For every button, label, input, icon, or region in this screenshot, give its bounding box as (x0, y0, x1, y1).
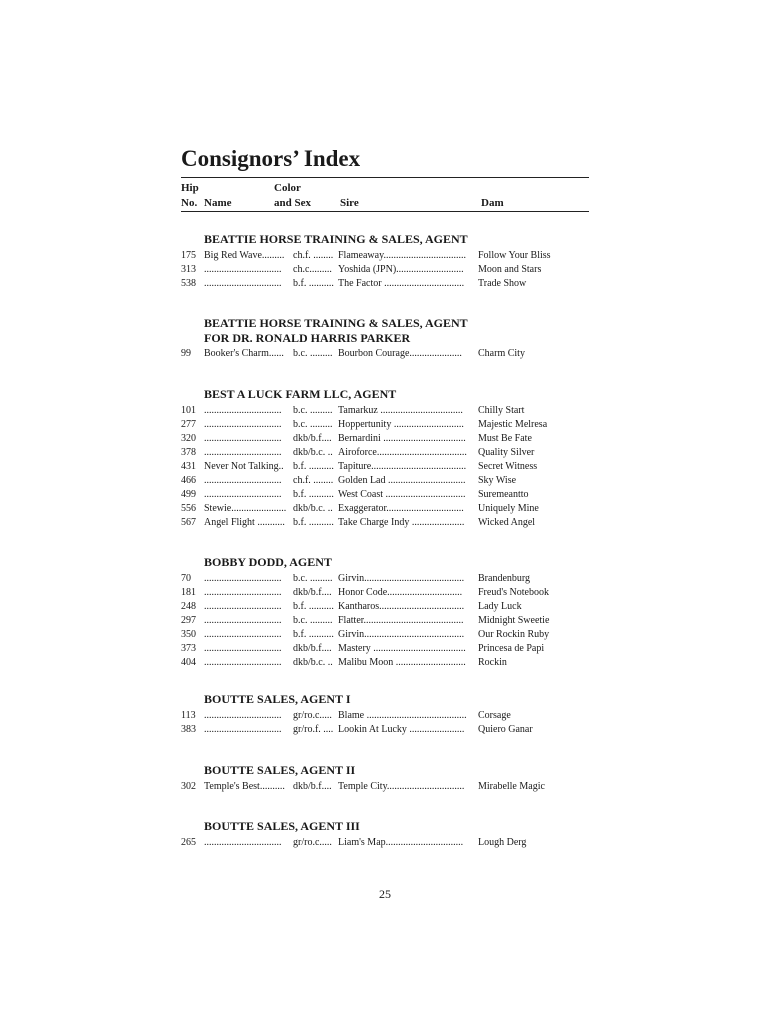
header-no: No. (181, 197, 198, 209)
color-and-sex: b.f. .......... (293, 461, 334, 472)
index-row (0, 347, 770, 361)
header-name: Name (204, 197, 232, 209)
horse-name: ............................... (204, 837, 282, 848)
sire-name: West Coast ................................ (338, 489, 466, 500)
index-row (0, 263, 770, 277)
hip-number: 70 (181, 573, 191, 584)
dam-name: Brandenburg (478, 573, 531, 584)
horse-name: Big Red Wave......... (204, 250, 285, 261)
hip-number: 181 (181, 587, 196, 598)
horse-name: ............................... (204, 447, 282, 458)
color-and-sex: b.f. .......... (293, 278, 334, 289)
index-row (0, 614, 770, 628)
color-and-sex: b.c. ......... (293, 419, 333, 430)
color-and-sex: b.f. .......... (293, 629, 334, 640)
dam-name: Freud's Notebook (478, 587, 549, 598)
dam-name: Suremeantto (478, 489, 529, 500)
horse-name: Angel Flight ........... (204, 517, 285, 528)
dam-name: Sky Wise (478, 475, 517, 486)
color-and-sex: dkb/b.c. .. (293, 503, 333, 514)
hip-number: 99 (181, 348, 191, 359)
agent-heading: BOUTTE SALES, AGENT I (204, 692, 351, 706)
sire-name: The Factor ................................ (338, 278, 465, 289)
color-and-sex: b.c. ......... (293, 573, 333, 584)
color-and-sex: b.f. .......... (293, 517, 334, 528)
page-title: Consignors’ Index (181, 146, 361, 171)
horse-name: ............................... (204, 724, 282, 735)
dam-name: Charm City (478, 348, 525, 359)
horse-name: ............................... (204, 278, 282, 289)
dam-name: Chilly Start (478, 405, 525, 416)
dam-name: Corsage (478, 710, 511, 721)
sire-name: Tamarkuz ................................. (338, 405, 463, 416)
dam-name: Majestic Melresa (478, 419, 548, 430)
dam-name: Follow Your Bliss (478, 250, 551, 261)
sire-name: Girvin........................................ (338, 629, 465, 640)
color-and-sex: ch.c......... (293, 264, 332, 275)
sire-name: Flameaway................................. (338, 250, 466, 261)
agent-heading: FOR DR. RONALD HARRIS PARKER (204, 331, 411, 345)
sire-name: Yoshida (JPN)........................... (338, 264, 464, 275)
sire-name: Liam's Map............................... (338, 837, 464, 848)
hip-number: 431 (181, 461, 196, 472)
dam-name: Wicked Angel (478, 517, 536, 528)
hip-number: 466 (181, 475, 196, 486)
horse-name: Stewie...................... (204, 503, 287, 514)
dam-name: Our Rockin Ruby (478, 629, 550, 640)
agent-heading: BEATTIE HORSE TRAINING & SALES, AGENT (204, 232, 468, 246)
header-sire: Sire (340, 197, 359, 209)
sire-name: Flatter........................................ (338, 615, 464, 626)
color-and-sex: gr/ro.f. .... (293, 724, 334, 735)
dam-name: Lady Luck (478, 601, 522, 612)
index-row (0, 836, 770, 850)
color-and-sex: gr/ro.c..... (293, 710, 332, 721)
index-row (0, 404, 770, 418)
sire-name: Girvin........................................ (338, 573, 465, 584)
index-row (0, 432, 770, 446)
hip-number: 350 (181, 629, 196, 640)
color-and-sex: b.f. .......... (293, 601, 334, 612)
horse-name: ............................... (204, 264, 282, 275)
dam-name: Moon and Stars (478, 264, 542, 275)
hip-number: 373 (181, 643, 196, 654)
horse-name: ............................... (204, 601, 282, 612)
index-row (0, 460, 770, 474)
dam-name: Rockin (478, 657, 507, 668)
dam-name: Lough Derg (478, 837, 527, 848)
color-and-sex: b.c. ......... (293, 348, 333, 359)
hip-number: 378 (181, 447, 196, 458)
index-row (0, 642, 770, 656)
horse-name: ............................... (204, 475, 282, 486)
horse-name: ............................... (204, 629, 282, 640)
horse-name: ............................... (204, 433, 282, 444)
index-row (0, 474, 770, 488)
dam-name: Princesa de Papi (478, 643, 545, 654)
horse-name: ............................... (204, 643, 282, 654)
dam-name: Trade Show (478, 278, 527, 289)
hip-number: 567 (181, 517, 196, 528)
horse-name: ............................... (204, 405, 282, 416)
hip-number: 404 (181, 657, 196, 668)
index-row (0, 446, 770, 460)
horse-name: ............................... (204, 489, 282, 500)
dam-name: Midnight Sweetie (478, 615, 550, 626)
horse-name: ............................... (204, 419, 282, 430)
index-row (0, 418, 770, 432)
hip-number: 383 (181, 724, 196, 735)
hip-number: 175 (181, 250, 196, 261)
sire-name: Take Charge Indy ..................... (338, 517, 465, 528)
color-and-sex: ch.f. ........ (293, 475, 334, 486)
horse-name: ............................... (204, 615, 282, 626)
dam-name: Secret Witness (478, 461, 538, 472)
index-row (0, 586, 770, 600)
sire-name: Bernardini ................................. (338, 433, 466, 444)
sire-name: Golden Lad ............................... (338, 475, 466, 486)
index-row (0, 572, 770, 586)
index-row (0, 277, 770, 291)
index-row (0, 709, 770, 723)
color-and-sex: b.c. ......... (293, 405, 333, 416)
page-number: 25 (379, 887, 391, 901)
color-and-sex: dkb/b.c. .. (293, 447, 333, 458)
index-row (0, 600, 770, 614)
color-and-sex: ch.f. ........ (293, 250, 334, 261)
sire-name: Bourbon Courage..................... (338, 348, 462, 359)
sire-name: Honor Code.............................. (338, 587, 463, 598)
header-top-rule (181, 177, 589, 178)
dam-name: Uniquely Mine (478, 503, 539, 514)
header-bottom-rule (181, 211, 589, 212)
index-row (0, 628, 770, 642)
hip-number: 113 (181, 710, 196, 721)
hip-number: 556 (181, 503, 196, 514)
dam-name: Must Be Fate (478, 433, 532, 444)
sire-name: Temple City............................... (338, 781, 465, 792)
sire-name: Blame ........................................ (338, 710, 467, 721)
hip-number: 499 (181, 489, 196, 500)
index-row (0, 656, 770, 670)
horse-name: ............................... (204, 587, 282, 598)
sire-name: Kantharos.................................. (338, 601, 465, 612)
color-and-sex: dkb/b.c. .. (293, 657, 333, 668)
agent-heading: BOBBY DODD, AGENT (204, 555, 332, 569)
hip-number: 538 (181, 278, 196, 289)
sire-name: Mastery ..................................... (338, 643, 466, 654)
hip-number: 313 (181, 264, 196, 275)
header-color: Color (274, 182, 301, 194)
horse-name: ............................... (204, 573, 282, 584)
sire-name: Airoforce.................................... (338, 447, 467, 458)
horse-name: Temple's Best.......... (204, 781, 285, 792)
dam-name: Quality Silver (478, 447, 535, 458)
index-row (0, 516, 770, 530)
index-row (0, 488, 770, 502)
agent-heading: BOUTTE SALES, AGENT III (204, 819, 360, 833)
color-and-sex: dkb/b.f.... (293, 433, 332, 444)
hip-number: 101 (181, 405, 196, 416)
horse-name: ............................... (204, 710, 282, 721)
hip-number: 248 (181, 601, 196, 612)
hip-number: 297 (181, 615, 196, 626)
agent-heading: BOUTTE SALES, AGENT II (204, 763, 356, 777)
horse-name: Never Not Talking.. (204, 461, 284, 472)
color-and-sex: gr/ro.c..... (293, 837, 332, 848)
horse-name: ............................... (204, 657, 282, 668)
index-row (0, 249, 770, 263)
hip-number: 265 (181, 837, 196, 848)
horse-name: Booker's Charm...... (204, 348, 284, 359)
dam-name: Mirabelle Magic (478, 781, 545, 792)
sire-name: Lookin At Lucky ...................... (338, 724, 465, 735)
hip-number: 302 (181, 781, 196, 792)
sire-name: Malibu Moon ............................ (338, 657, 466, 668)
agent-heading: BEATTIE HORSE TRAINING & SALES, AGENT (204, 316, 468, 330)
sire-name: Hoppertunity ............................ (338, 419, 464, 430)
color-and-sex: dkb/b.f.... (293, 643, 332, 654)
header-dam: Dam (481, 197, 504, 209)
index-row (0, 780, 770, 794)
hip-number: 277 (181, 419, 196, 430)
sire-name: Exaggerator............................... (338, 503, 464, 514)
index-row (0, 502, 770, 516)
header-and-sex: and Sex (274, 197, 311, 209)
color-and-sex: b.c. ......... (293, 615, 333, 626)
color-and-sex: b.f. .......... (293, 489, 334, 500)
color-and-sex: dkb/b.f.... (293, 587, 332, 598)
index-row (0, 723, 770, 737)
hip-number: 320 (181, 433, 196, 444)
dam-name: Quiero Ganar (478, 724, 533, 735)
header-hip: Hip (181, 182, 199, 194)
color-and-sex: dkb/b.f.... (293, 781, 332, 792)
sire-name: Tapiture...................................... (338, 461, 467, 472)
agent-heading: BEST A LUCK FARM LLC, AGENT (204, 387, 397, 401)
